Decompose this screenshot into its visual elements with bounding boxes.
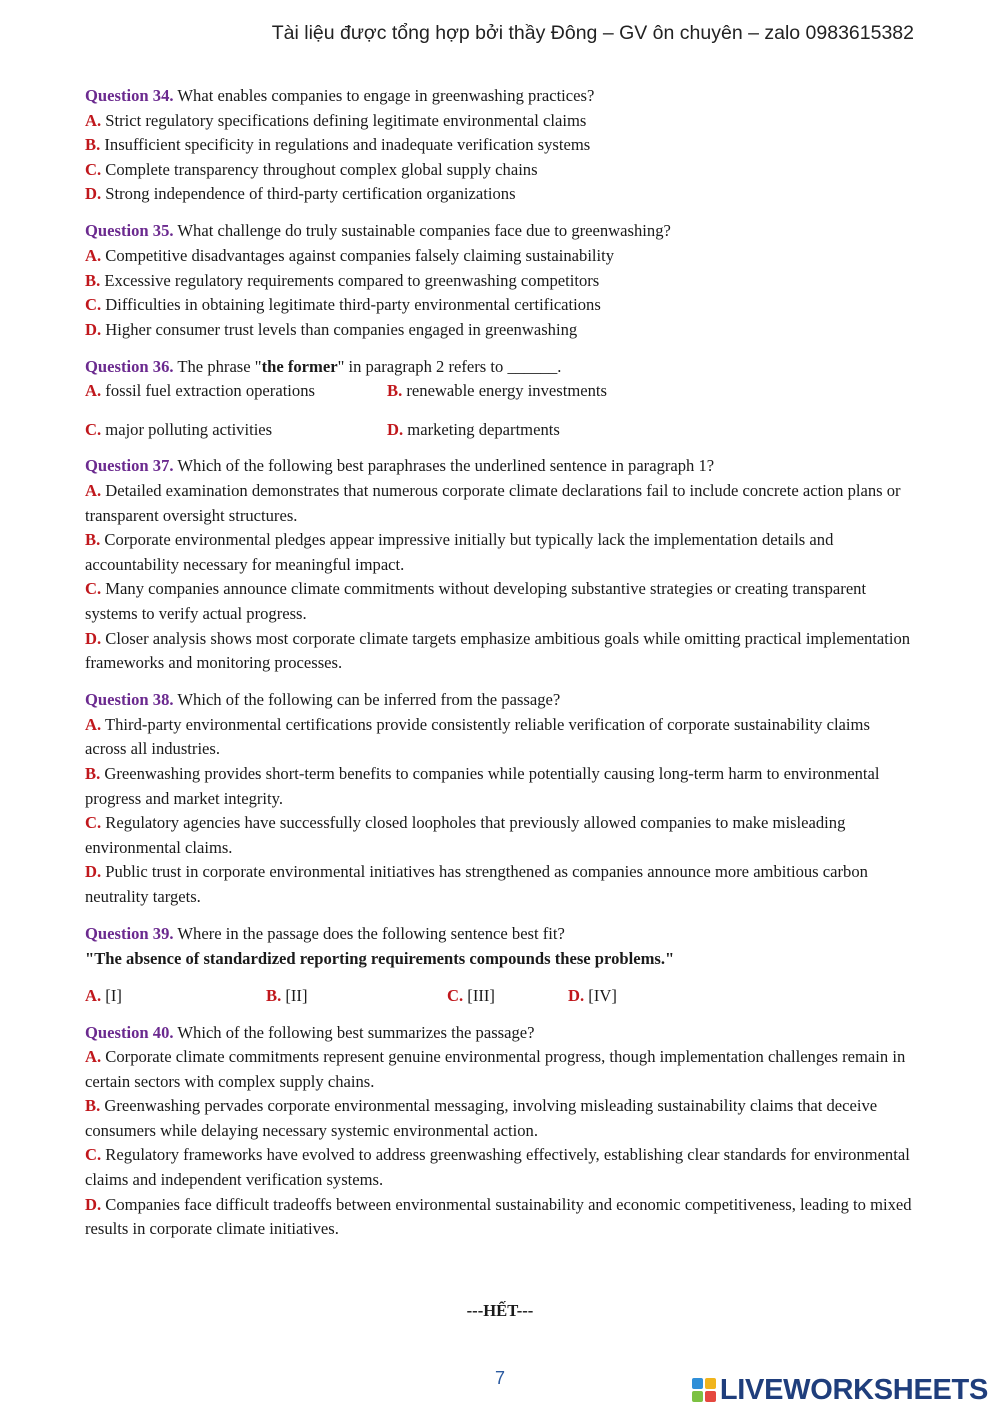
option-b[interactable] [85, 762, 915, 811]
option-text: renewable energy investments [406, 381, 607, 401]
option-label: C. [85, 295, 102, 315]
question-stem [85, 688, 915, 713]
option-label: D. [85, 319, 102, 339]
option-d[interactable] [85, 1193, 915, 1242]
option-label: B. [85, 1096, 101, 1116]
option-row [85, 984, 915, 1009]
question-35 [85, 219, 915, 342]
question-text-bold: the former [261, 356, 338, 376]
question-stem [85, 84, 915, 109]
option-a[interactable] [85, 479, 915, 528]
option-row [85, 418, 915, 443]
question-text-after: " in paragraph 2 refers to ______. [337, 356, 562, 376]
question-text-before: The phrase " [177, 356, 262, 376]
question-text: What challenge do truly sustainable companies face due to greenwashing? [177, 221, 671, 241]
option-label: B. [387, 381, 403, 401]
option-c[interactable] [85, 418, 387, 443]
option-text: Strong independence of third-party certification organizations [105, 184, 516, 204]
option-b[interactable] [266, 984, 447, 1009]
option-a[interactable] [85, 984, 266, 1009]
option-label: A. [85, 110, 102, 130]
option-label: A. [85, 381, 102, 401]
question-38 [85, 688, 915, 909]
option-c[interactable] [85, 577, 915, 626]
option-text: Corporate environmental pledges appear impressive initially but typically lack the implementation details and accountability necessary for meaningful impact. [85, 530, 834, 574]
option-text: Higher consumer trust levels than companies engaged in greenwashing [105, 319, 578, 339]
option-b[interactable] [85, 528, 915, 577]
question-stem [85, 1021, 915, 1046]
option-label: B. [85, 764, 101, 783]
question-number: Question 34. [85, 86, 174, 105]
option-label: C. [447, 985, 464, 1005]
question-number: Question 36. [85, 356, 174, 376]
option-label: B. [85, 135, 101, 155]
question-text: Which of the following can be inferred from the passage? [177, 690, 561, 710]
option-b[interactable] [85, 133, 915, 158]
option-d[interactable] [85, 318, 915, 343]
liveworksheets-icon [692, 1378, 716, 1402]
question-number: Question 38. [85, 690, 174, 710]
question-stem [85, 922, 915, 947]
option-label: B. [85, 270, 101, 290]
option-text: Many companies announce climate commitments without developing substantive strategies or creating transparent systems to verify actual progress. [85, 579, 867, 624]
option-text: Competitive disadvantages against companies falsely claiming sustainability [105, 245, 615, 265]
option-label: D. [85, 184, 102, 204]
option-text: Complete transparency throughout complex global supply chains [105, 159, 538, 179]
question-39 [85, 922, 915, 1008]
liveworksheets-logo[interactable] [692, 1374, 988, 1406]
question-40 [85, 1021, 915, 1242]
option-d[interactable] [85, 182, 915, 207]
question-number: Question 39. [85, 923, 174, 943]
option-label: D. [85, 628, 102, 648]
option-text: Regulatory frameworks have evolved to address greenwashing effectively, establishing clear standards for environmental claims and independent verification systems. [85, 1145, 910, 1190]
option-label: C. [85, 579, 102, 599]
option-c[interactable] [447, 984, 568, 1009]
option-d[interactable] [85, 860, 915, 909]
option-text: fossil fuel extraction operations [105, 381, 315, 401]
option-d[interactable] [568, 984, 617, 1009]
option-label: C. [85, 159, 102, 179]
question-stem [85, 454, 915, 479]
question-stem [85, 219, 915, 244]
option-label: D. [387, 419, 404, 439]
option-text: [III] [467, 985, 495, 1005]
option-c[interactable] [85, 293, 915, 318]
option-text: Corporate climate commitments represent genuine environmental progress, though implementation challenges remain in certain sectors with complex supply chains. [85, 1047, 906, 1091]
question-37 [85, 454, 915, 675]
quoted-sentence: "The absence of standardized reporting requirements compounds these problems." [85, 948, 675, 968]
question-text: Which of the following best paraphrases the underlined sentence in paragraph 1? [177, 456, 715, 476]
option-c[interactable] [85, 1143, 915, 1192]
option-c[interactable] [85, 811, 915, 860]
question-number: Question 35. [85, 221, 174, 241]
option-text: Regulatory agencies have successfully closed loopholes that previously allowed companies to make misleading environmental claims. [85, 813, 846, 857]
brand-name: LIVEWORKSHEETS [719, 1373, 988, 1406]
option-d[interactable] [387, 418, 560, 443]
option-text: major polluting activities [105, 419, 273, 439]
option-text: Greenwashing pervades corporate environmental messaging, involving misleading sustainability claims that deceive consumers while delaying necessary systemic environmental action. [85, 1096, 878, 1140]
option-text: marketing departments [407, 419, 560, 439]
option-label: C. [85, 419, 102, 439]
option-a[interactable] [85, 1045, 915, 1094]
option-text: Companies face difficult tradeoffs between environmental sustainability and economic competitiveness, leading to mixed results in corporate climate initiatives. [85, 1194, 912, 1239]
option-text: [I] [105, 985, 122, 1005]
option-a[interactable] [85, 244, 915, 269]
question-list [85, 84, 915, 1254]
option-text: Public trust in corporate environmental initiatives has strengthened as companies announce more ambitious carbon neutrality targets. [85, 862, 868, 906]
option-label: C. [85, 813, 102, 833]
option-text: Strict regulatory specifications defining legitimate environmental claims [105, 110, 587, 130]
option-label: B. [266, 985, 282, 1005]
option-label: D. [85, 862, 102, 882]
question-34 [85, 84, 915, 207]
option-text: [II] [285, 985, 308, 1005]
option-text: [IV] [588, 985, 617, 1005]
option-a[interactable] [85, 109, 915, 134]
option-text: Third-party environmental certifications provide consistently reliable verification of corporate sustainability claims across all industries. [85, 714, 870, 759]
question-text: What enables companies to engage in greenwashing practices? [177, 86, 595, 105]
option-label: A. [85, 714, 102, 734]
option-row [85, 379, 915, 404]
option-label: A. [85, 245, 102, 265]
question-text: Where in the passage does the following sentence best fit? [177, 923, 565, 943]
option-b[interactable] [85, 1094, 915, 1143]
option-label: A. [85, 985, 102, 1005]
page-header: Tài liệu được tổng hợp bởi thầy Đông – GV ôn chuyên – zalo 0983615382 [271, 22, 914, 44]
option-label: A. [85, 481, 102, 501]
option-a[interactable] [85, 713, 915, 762]
option-label: B. [85, 530, 101, 550]
option-text: Detailed examination demonstrates that numerous corporate climate declarations fail to include concrete action plans or transparent oversight structures. [85, 481, 901, 525]
page-number: 7 [494, 1368, 505, 1388]
question-stem [85, 355, 915, 380]
question-text: Which of the following best summarizes the passage? [177, 1022, 535, 1042]
option-c[interactable] [85, 158, 915, 183]
option-text: Insufficient specificity in regulations and inadequate verification systems [104, 135, 591, 155]
option-label: D. [85, 1194, 102, 1214]
option-b[interactable] [85, 269, 915, 294]
option-text: Closer analysis shows most corporate climate targets emphasize ambitious goals while omitting practical implementation frameworks and monitoring processes. [85, 628, 911, 673]
option-label: D. [568, 985, 585, 1005]
question-number: Question 40. [85, 1022, 174, 1042]
option-label: A. [85, 1047, 102, 1067]
option-a[interactable] [85, 379, 387, 404]
question-number: Question 37. [85, 456, 174, 476]
option-text: Difficulties in obtaining legitimate third-party environmental certifications [105, 295, 601, 315]
option-d[interactable] [85, 627, 915, 676]
question-36 [85, 355, 915, 442]
option-label: C. [85, 1145, 102, 1165]
option-text: Excessive regulatory requirements compared to greenwashing competitors [104, 270, 600, 290]
option-text: Greenwashing provides short-term benefits to companies while potentially causing long-term harm to environmental progress and market integrity. [85, 764, 880, 808]
option-b[interactable] [387, 379, 607, 404]
end-marker: ---HẾT--- [466, 1301, 534, 1320]
